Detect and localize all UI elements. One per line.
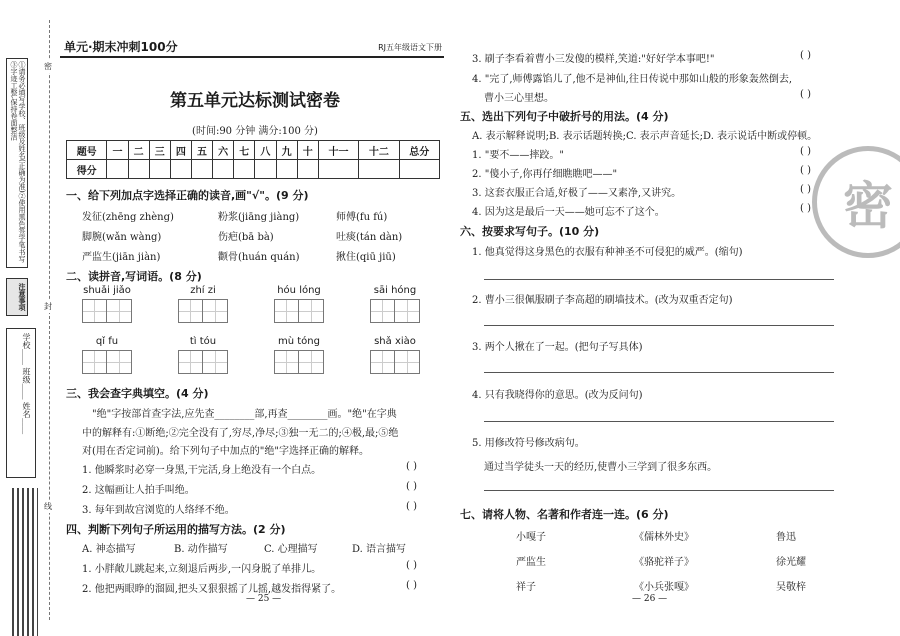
table-row xyxy=(67,160,440,179)
word-grid xyxy=(82,285,132,323)
answer-paren[interactable]: ( ) xyxy=(800,50,811,61)
score-cell[interactable] xyxy=(191,160,212,179)
page-header xyxy=(60,38,444,58)
word-grid xyxy=(370,285,420,323)
option-label: A. 神态描写 xyxy=(82,544,136,555)
section-3-title: 三、我会查字典填空。(4 分) xyxy=(66,387,209,400)
score-cell[interactable] xyxy=(107,160,128,179)
option-label: A. 表示解释说明;B. 表示话题转换;C. 表示声音延长;D. 表示说话中断或停顿。 xyxy=(472,131,818,142)
table-cell: 三 xyxy=(149,141,170,160)
answer-line[interactable] xyxy=(484,490,834,491)
write-box[interactable] xyxy=(107,351,131,373)
score-cell[interactable] xyxy=(318,160,358,179)
sentence-to-fix[interactable]: 通过当学徒头一天的经历,使曹小三学到了很多东西。 xyxy=(484,462,718,473)
table-cell: 十二 xyxy=(359,141,399,160)
write-box[interactable] xyxy=(83,351,107,373)
score-cell[interactable] xyxy=(170,160,191,179)
write-box[interactable] xyxy=(179,300,203,322)
pinyin-choice[interactable]: 发征(zhēng zhèng) xyxy=(82,212,174,223)
table-row xyxy=(67,141,440,160)
answer-line[interactable] xyxy=(484,325,834,326)
question: 1. 他真觉得这身黑色的衣服有种神圣不可侵犯的威严。(缩句) xyxy=(472,247,743,258)
option-label: B. 动作描写 xyxy=(174,544,228,555)
pinyin-choice[interactable]: 揪住(qiū jiū) xyxy=(336,252,396,263)
question: 4. 因为这是最后一天——她可忘不了这个。 xyxy=(472,207,665,218)
student-info-box: 学校____ 班级____ 姓名____ xyxy=(6,328,36,478)
question: 2. 这幅画让人拍手叫绝。 xyxy=(82,485,195,496)
pinyin-choice[interactable]: 粉浆(jiāng jiàng) xyxy=(218,212,300,223)
table-cell: 八 xyxy=(255,141,276,160)
match-person[interactable]: 小嘎子 xyxy=(516,532,546,543)
answer-paren[interactable]: ( ) xyxy=(406,461,417,472)
pinyin-choice[interactable]: 颧骨(huán quán) xyxy=(218,252,300,263)
question: 5. 用修改符号修改病句。 xyxy=(472,438,585,449)
table-cell: 四 xyxy=(170,141,191,160)
write-box[interactable] xyxy=(83,300,107,322)
question: 3. 刷子李看着曹小三发傻的模样,笑道:"好好学本事吧!" xyxy=(472,54,715,65)
write-box[interactable] xyxy=(371,351,395,373)
grid-pinyin: sāi hóng xyxy=(373,285,417,296)
grid-pinyin: mù tóng xyxy=(278,336,320,347)
score-cell[interactable] xyxy=(255,160,276,179)
write-box[interactable] xyxy=(299,300,323,322)
brand-logo: 单元·期末冲刺100分 xyxy=(64,40,178,54)
grid-pinyin: hóu lóng xyxy=(277,285,321,296)
option-label: C. 心理描写 xyxy=(264,544,318,555)
seal-dashed-line xyxy=(49,20,50,620)
pinyin-choice[interactable]: 伤疤(bā bà) xyxy=(218,232,274,243)
page-number-right: — 26 — xyxy=(632,594,668,604)
write-box[interactable] xyxy=(179,351,203,373)
option-label: D. 语言描写 xyxy=(352,544,407,555)
question: 1. 小胖敞儿跳起来,立刻退后两步,一闪身脱了单排儿。 xyxy=(82,564,322,575)
match-author[interactable]: 徐光耀 xyxy=(776,557,806,568)
grid-pinyin: shǎ xiào xyxy=(374,336,416,347)
write-box[interactable] xyxy=(203,351,227,373)
match-person[interactable]: 严监生 xyxy=(516,557,546,568)
table-cell: 题号 xyxy=(67,141,107,160)
score-cell[interactable] xyxy=(234,160,255,179)
exam-title: 第五单元达标测试密卷 xyxy=(170,91,340,111)
grid-pinyin: zhí zi xyxy=(190,285,216,296)
grid-pinyin: tì tóu xyxy=(189,336,217,347)
score-cell[interactable] xyxy=(297,160,318,179)
table-cell: 七 xyxy=(234,141,255,160)
table-cell: 五 xyxy=(191,141,212,160)
question: 1. "要不——摔跤。" xyxy=(472,150,564,161)
answer-paren[interactable]: ( ) xyxy=(800,165,811,176)
section-7-title: 七、请将人物、名著和作者连一连。(6 分) xyxy=(460,508,669,521)
write-box[interactable] xyxy=(275,300,299,322)
write-box[interactable] xyxy=(395,300,419,322)
score-cell[interactable] xyxy=(276,160,297,179)
match-author[interactable]: 吴敬梓 xyxy=(776,582,806,593)
body-text: "绝"字按部首查字法,应先查________部,再查________画。"绝"在字典 xyxy=(92,409,397,420)
notice-tag: 注意事项 xyxy=(6,278,28,316)
score-cell[interactable] xyxy=(128,160,149,179)
seal-mark: 封 xyxy=(44,302,52,311)
body-text: 对(用在否定词前)。给下列句子中加点的"绝"字选择正确的解释。 xyxy=(82,446,370,457)
table-cell: 得分 xyxy=(67,160,107,179)
grade-label: RJ五年级语文下册 xyxy=(378,43,442,52)
question: 4. "完了,师傅露馅儿了,他不是神仙,往日传说中那如山般的形象轰然倒去, xyxy=(472,74,793,85)
question: 1. 他瞬浆时必穿一身黑,干完活,身上绝没有一个白点。 xyxy=(82,465,322,476)
answer-line[interactable] xyxy=(484,421,834,422)
write-box[interactable] xyxy=(371,300,395,322)
word-grid xyxy=(274,336,324,374)
answer-paren[interactable]: ( ) xyxy=(800,203,811,214)
seal-mark: 线 xyxy=(44,502,52,511)
table-cell: 一 xyxy=(107,141,128,160)
seal-mark: 密 xyxy=(44,62,52,71)
match-book[interactable]: 《小兵张嘎》 xyxy=(634,582,694,593)
answer-paren[interactable]: ( ) xyxy=(406,580,417,591)
section-2-title: 二、读拼音,写词语。(8 分) xyxy=(66,270,202,283)
answer-line[interactable] xyxy=(484,372,834,373)
section-6-title: 六、按要求写句子。(10 分) xyxy=(460,225,600,238)
answer-line[interactable] xyxy=(484,279,834,280)
word-grid xyxy=(82,336,132,374)
answer-paren[interactable]: ( ) xyxy=(406,481,417,492)
answer-paren[interactable]: ( ) xyxy=(406,560,417,571)
score-table xyxy=(66,140,440,179)
answer-paren[interactable]: ( ) xyxy=(800,184,811,195)
body-text: 中的解释有:①断绝;②完全没有了,穷尽,净尽;③独一无二的;④极,最;⑤绝 xyxy=(82,428,399,439)
section-1-title: 一、给下列加点字选择正确的读音,画"√"。(9 分) xyxy=(66,189,309,202)
section-5-title: 五、选出下列句子中破折号的用法。(4 分) xyxy=(460,110,669,123)
question: 3. 这套衣服正合适,好极了——又素净,又讲究。 xyxy=(472,188,682,199)
word-grid xyxy=(370,336,420,374)
table-cell: 十 xyxy=(297,141,318,160)
table-cell: 九 xyxy=(276,141,297,160)
notice-box: ①请务必填写学校、班级及姓名(正确为准)②使用黑色签字笔书写③字迹工整,保持卷面整洁 xyxy=(6,58,28,268)
word-grid xyxy=(178,336,228,374)
score-cell[interactable] xyxy=(213,160,234,179)
question: 2. "傻小子,你再仔细瞧瞧吧——" xyxy=(472,169,618,180)
exam-meta: (时间:90 分钟 满分:100 分) xyxy=(192,126,318,137)
score-cell[interactable] xyxy=(149,160,170,179)
answer-paren[interactable]: ( ) xyxy=(800,146,811,157)
match-person[interactable]: 祥子 xyxy=(516,582,536,593)
question: 3. 两个人揪在了一起。(把句子写具体) xyxy=(472,342,643,353)
score-cell[interactable] xyxy=(399,160,439,179)
table-cell: 总分 xyxy=(399,141,439,160)
table-cell: 十一 xyxy=(318,141,358,160)
grid-pinyin: shuǎi jiǎo xyxy=(83,285,131,296)
question: 4. 只有我晓得你的意思。(改为反问句) xyxy=(472,390,643,401)
question: 2. 他把两眼睁的溜圆,把头又狠狠摇了儿摇,越发指得紧了。 xyxy=(82,584,342,595)
pinyin-choice[interactable]: 严监生(jiān jiàn) xyxy=(82,252,161,263)
pinyin-choice[interactable]: 吐痰(tán dàn) xyxy=(336,232,403,243)
pinyin-choice[interactable]: 师傅(fu fú) xyxy=(336,212,388,223)
pinyin-choice[interactable]: 脚腕(wǎn wàng) xyxy=(82,232,162,243)
write-box[interactable] xyxy=(275,351,299,373)
match-author[interactable]: 鲁迅 xyxy=(776,532,796,543)
answer-paren[interactable]: ( ) xyxy=(406,501,417,512)
word-grid xyxy=(178,285,228,323)
table-cell: 二 xyxy=(128,141,149,160)
write-box[interactable] xyxy=(203,300,227,322)
match-book[interactable]: 《儒林外史》 xyxy=(634,532,694,543)
question: 2. 曹小三很佩服刷子李高超的刷墙技术。(改为双重否定句) xyxy=(472,295,733,306)
question: 曹小三心里想。 xyxy=(484,93,554,104)
table-cell: 六 xyxy=(213,141,234,160)
write-box[interactable] xyxy=(395,351,419,373)
section-4-title: 四、判断下列句子所运用的描写方法。(2 分) xyxy=(66,523,286,536)
match-book[interactable]: 《骆驼祥子》 xyxy=(634,557,694,568)
write-box[interactable] xyxy=(107,300,131,322)
write-box[interactable] xyxy=(299,351,323,373)
secret-stamp: 密 xyxy=(812,146,900,258)
page-number-left: — 25 — xyxy=(246,594,282,604)
word-grid xyxy=(274,285,324,323)
score-cell[interactable] xyxy=(359,160,399,179)
answer-paren[interactable]: ( ) xyxy=(800,89,811,100)
question: 3. 每年到故宫浏览的人络绎不绝。 xyxy=(82,505,235,516)
barcode-stripes xyxy=(12,488,38,636)
grid-pinyin: qǐ fu xyxy=(95,336,119,347)
